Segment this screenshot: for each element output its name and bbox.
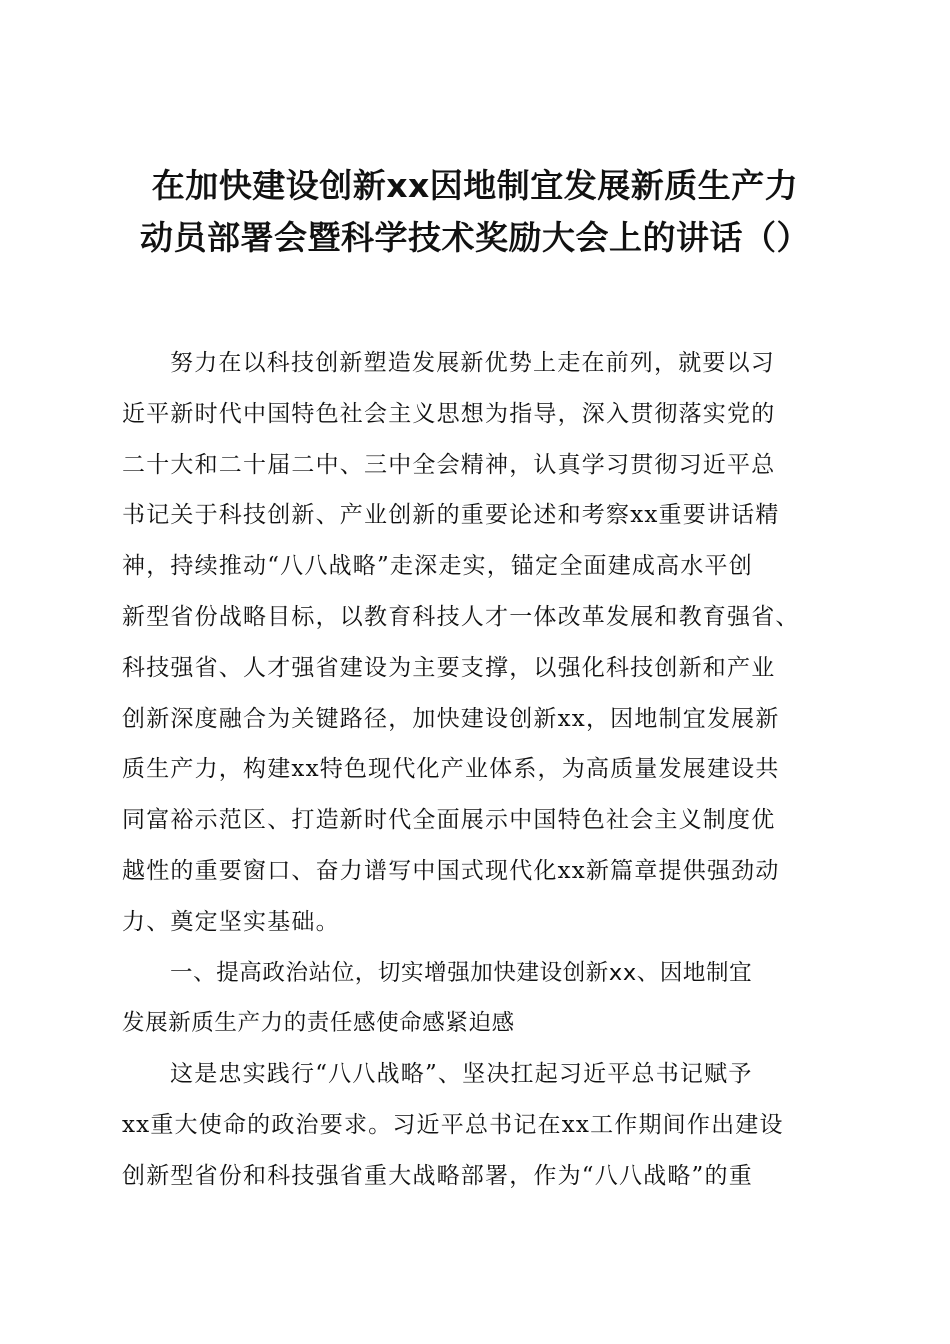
paragraph-line: 同富裕示范区、打造新时代全面展示中国特色社会主义制度优 bbox=[122, 807, 776, 834]
paragraph-line: 这是忠实践行“八八战略”、坚决扛起习近平总书记赋予 bbox=[170, 1061, 753, 1088]
paragraph-line: 创新型省份和科技强省重大战略部署，作为“八八战略”的重 bbox=[122, 1162, 753, 1189]
paragraph-line: 创新深度融合为关键路径，加快建设创新xx，因地制宜发展新 bbox=[122, 705, 780, 732]
paragraph-line: 近平新时代中国特色社会主义思想为指导，深入贯彻落实党的 bbox=[122, 400, 776, 427]
paragraph-line: 书记关于科技创新、产业创新的重要论述和考察xx重要讲话精 bbox=[122, 502, 780, 529]
paragraph-line: xx重大使命的政治要求。习近平总书记在xx工作期间作出建设 bbox=[122, 1111, 784, 1138]
paragraph-line: 二十大和二十届二中、三中全会精神，认真学习贯彻习近平总 bbox=[122, 451, 776, 478]
paragraph-line: 神，持续推动“八八战略”走深走实，锚定全面建成高水平创 bbox=[122, 553, 753, 580]
paragraph-intro bbox=[122, 338, 827, 948]
document-title bbox=[110, 160, 840, 264]
title-line-2: 动员部署会暨科学技术奖励大会上的讲话（） bbox=[140, 218, 810, 257]
paragraph-line: 质生产力，构建xx特色现代化产业体系，为高质量发展建设共 bbox=[122, 756, 780, 783]
paragraph-section-1 bbox=[122, 1049, 827, 1201]
heading-line: 一、提高政治站位，切实增强加快建设创新xx、因地制宜 bbox=[170, 959, 753, 986]
paragraph-line: 力、奠定坚实基础。 bbox=[122, 908, 340, 935]
section-heading-1 bbox=[122, 948, 827, 1050]
paragraph-line: 科技强省、人才强省建设为主要支撑，以强化科技创新和产业 bbox=[122, 654, 776, 681]
title-line-1: 在加快建设创新xx因地制宜发展新质生产力 bbox=[151, 166, 799, 205]
paragraph-line: 努力在以科技创新塑造发展新优势上走在前列，就要以习 bbox=[170, 350, 775, 376]
paragraph-line: 越性的重要窗口、奋力谱写中国式现代化xx新篇章提供强劲动 bbox=[122, 857, 780, 884]
paragraph-line: 新型省份战略目标，以教育科技人才一体改革发展和教育强省、 bbox=[122, 603, 800, 630]
document-body bbox=[122, 338, 827, 1202]
heading-line: 发展新质生产力的责任感使命感紧迫感 bbox=[122, 1010, 515, 1037]
